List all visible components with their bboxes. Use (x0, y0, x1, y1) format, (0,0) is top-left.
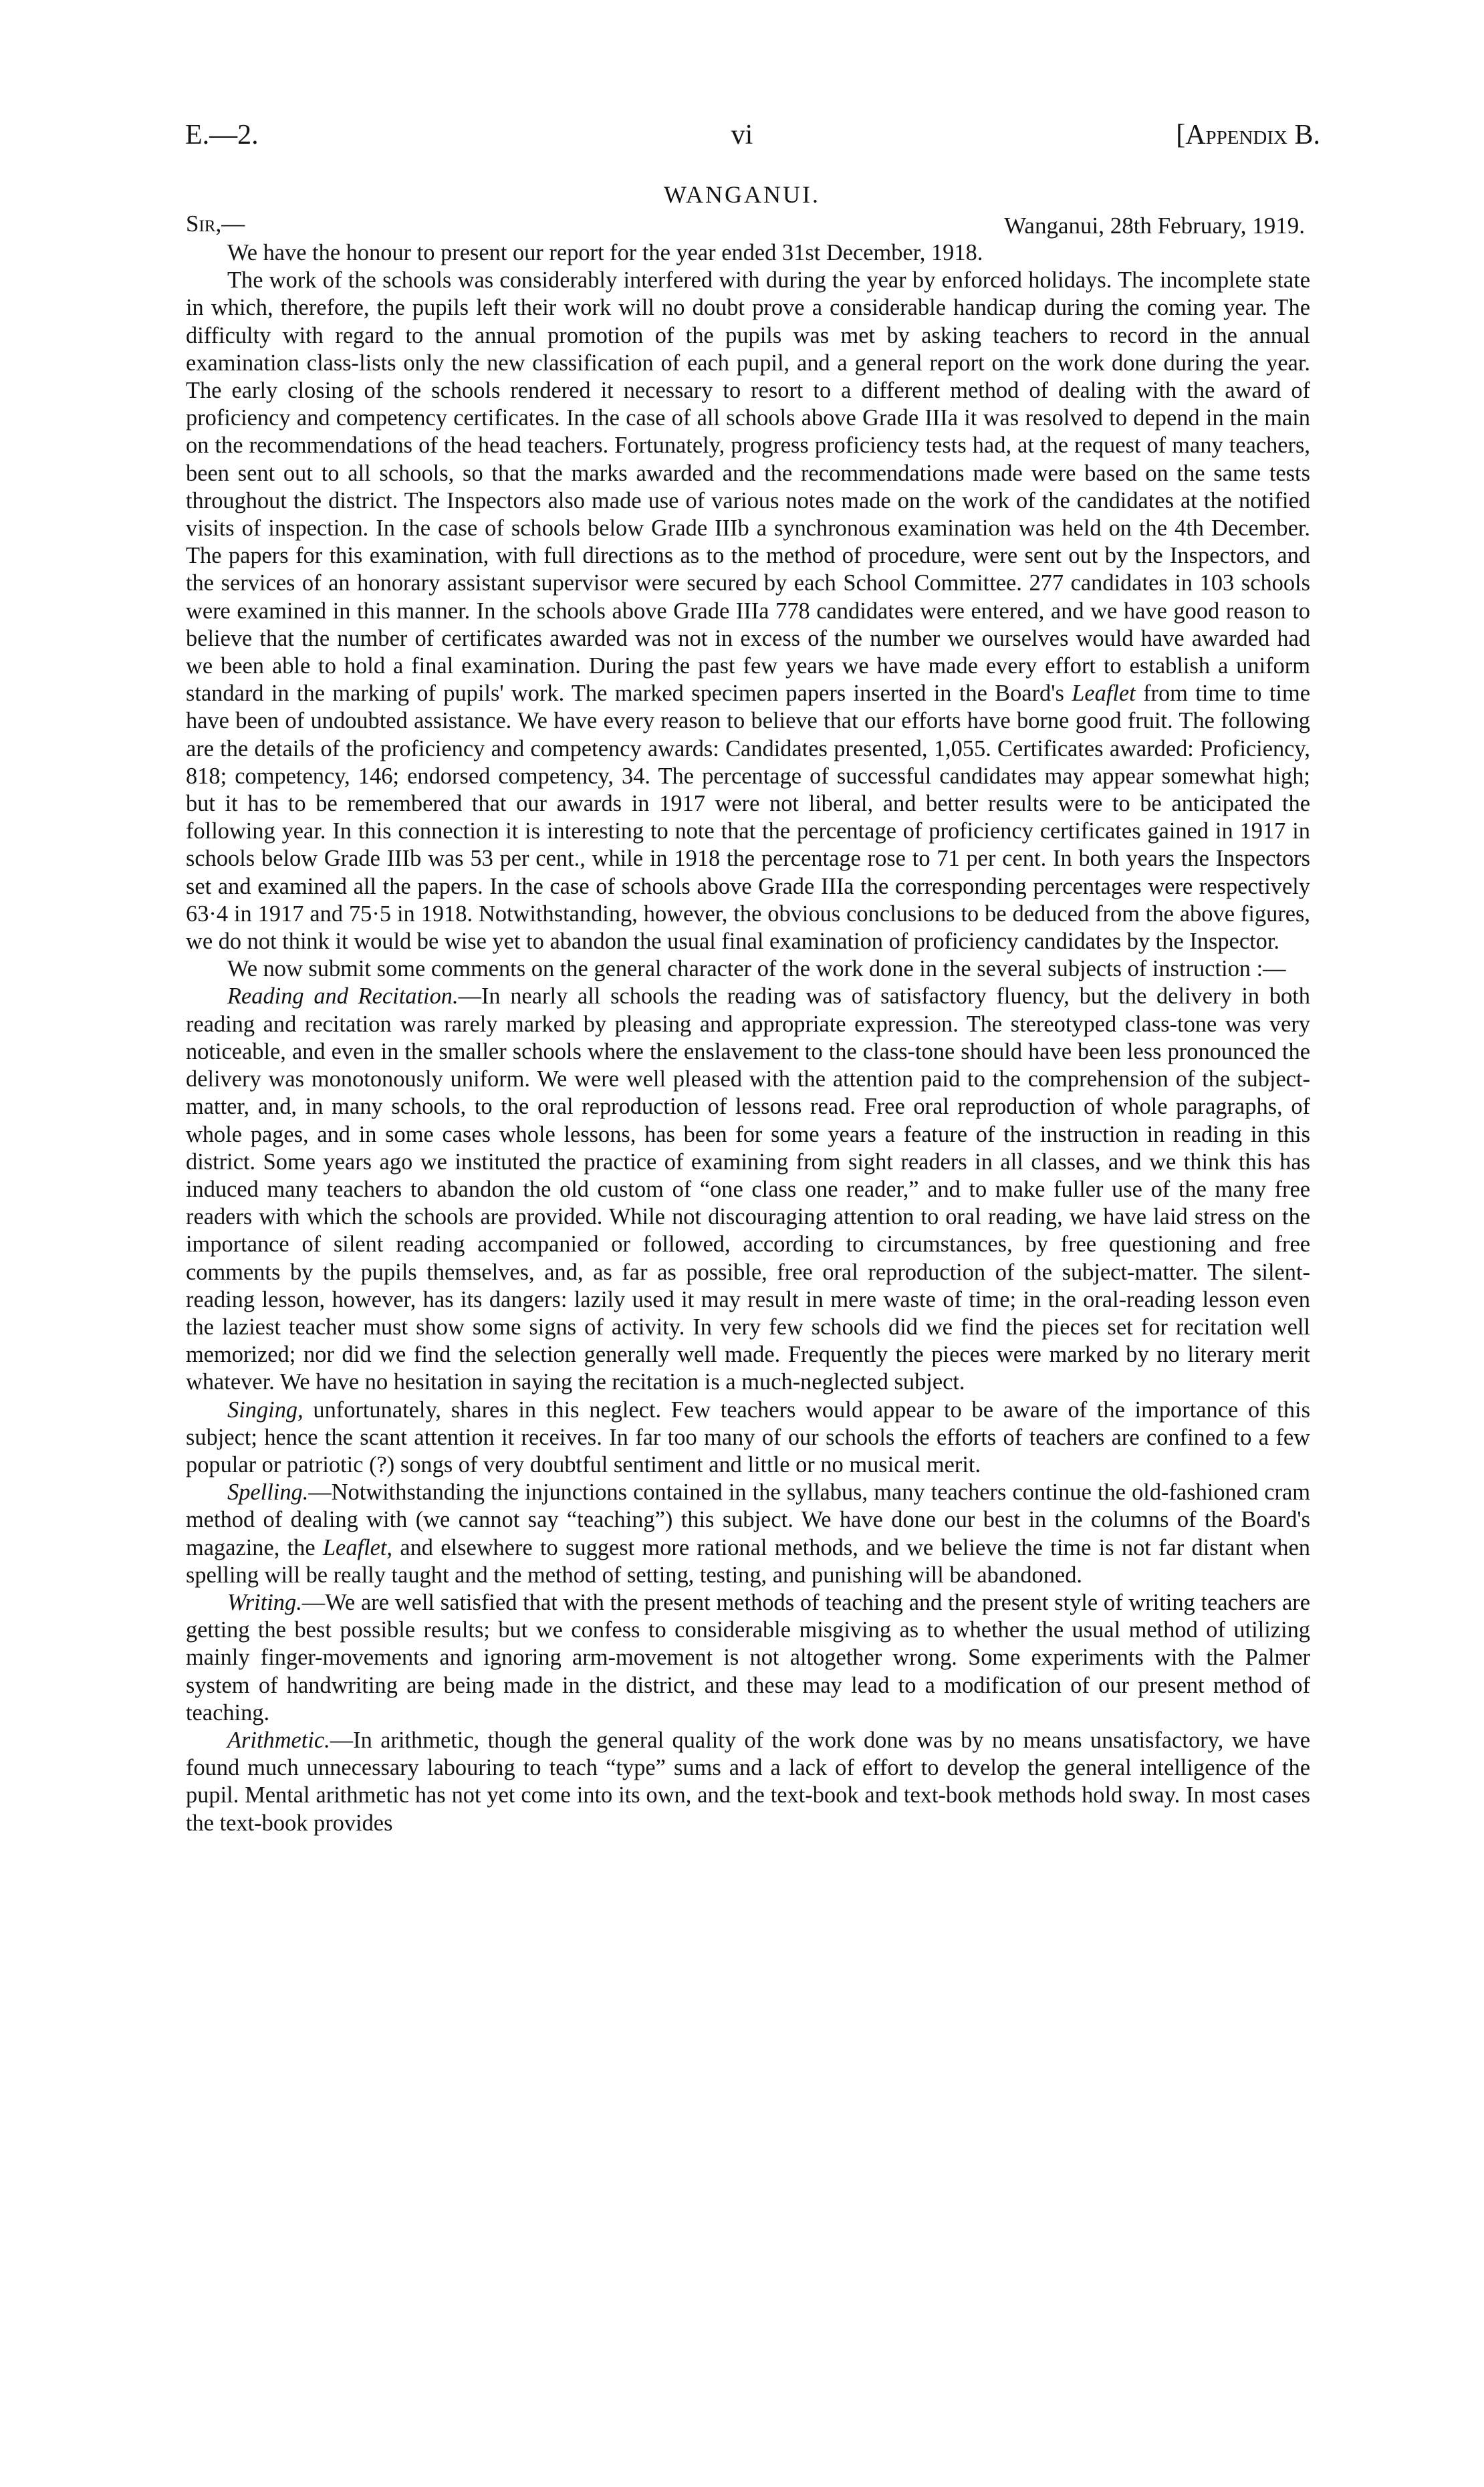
paragraph-text: The work of the schools was considerably interfered with during the year by enforced holidays. The incomplete state in which, therefore, the pupils left their work will no doubt prove a considerable handicap during the coming year. The difficulty with regard to the annual promotion of the pupils was met by asking teachers to record in the annual examination class-lists only the new classification of each pupil, and a general report on the work done during the year. The early closing of the schools rendered it necessary to resort to a different method of dealing with the award of proficiency and competency certificates. In the case of all schools above Grade IIIa it was resolved to depend in the main on the recommendations of the head teachers. Fortunately, progress proficiency tests had, at the request of many teachers, been sent out to all schools, so that the marks awarded and the recommendations made were based on the same tests throughout the district. The Inspectors also made use of various notes made on the work of the candidates at the notified visits of inspection. In the case of schools below Grade IIIb a synchronous examination was held on the 4th December. The papers for this examination, with full directions as to the method of procedure, were sent out by the Inspectors, and the services of an honorary assistant supervisor were secured by each School Committee. 277 candidates in 103 schools were examined in this manner. In the schools above Grade IIIa 778 candidates were entered, and we have good reason to believe that the number of certificates awarded was not in excess of the number we ourselves would have awarded had we been able to hold a final examination. During the past few years we have made every effort to establish a uniform standard in the marking of pupils' work. The marked specimen papers inserted in the Board's (186, 267, 1310, 707)
paragraph-text: We have the honour to present our report for the year ended 31st December, 1918. (227, 240, 983, 265)
header-reference: E.—2. (185, 120, 259, 150)
paragraph-text: —Notwithstanding the injunctions contained in the syllabus, many teachers continue the old-fashioned cram method of dealing with (we cannot say “teaching”) this subject. We have done our best in the columns of the Board's magazine, the (186, 1479, 1310, 1560)
section-title: WANGANUI. (664, 181, 820, 208)
paragraph-text: from time to time have been of undoubted assistance. We have every reason to believe that our efforts have borne good fruit. The following are the details of the proficiency and competency awards: Candidates presented, 1,055. Certificates awarded: Proficiency, 818; competency, 146; endorsed competency, 34. The percentage of successful candidates may appear somewhat high; but it has to be remembered that our awards in 1917 were not liberal, and better results were to be anticipated the following year. In this connection it is interesting to note that the percentage of proficiency certificates gained in 1917 in schools below Grade IIIb was 53 per cent., while in 1918 the percentage rose to 71 per cent. In both years the Inspectors set and examined all the papers. In the case of schools above Grade IIIa the corresponding percentages were respectively 63·4 in 1917 and 75·5 in 1918. Notwithstanding, however, the obvious conclusions to be deduced from the above figures, we do not think it would be wise yet to abandon the usual final examination of proficiency candidates by the Inspector. (186, 681, 1310, 955)
paragraph-text: —We are well satisfied that with the present methods of teaching and the present style of writing teachers are getting the best possible results; but we confess to considerable misgiving as to whether the usual method of utilizing mainly finger-movements and ignoring arm-movement is not altogether wrong. Some experiments with the Palmer system of handwriting are being made in the district, and these may lead to a modification of our present method of teaching. (186, 1589, 1310, 1726)
paragraph-text: unfortunately, shares in this neglect. Few teachers would appear to be aware of the importance of this subject; hence the scant attention it receives. In far too many of our schools the efforts of teachers are confined to a few popular or patriotic (?) songs of very doubtful sentiment and little or no musical merit. (186, 1397, 1310, 1477)
paragraph-intro (186, 239, 1310, 267)
paragraph-text: We now submit some comments on the general character of the work done in the several subjects of instruction :— (227, 956, 1286, 982)
subject-heading: Writing. (227, 1589, 302, 1615)
subject-heading: Arithmetic. (227, 1727, 330, 1753)
paragraph-text: —In nearly all schools the reading was of satisfactory fluency, but the delivery in both reading and recitation was rarely marked by pleasing and appropriate expression. The stereotyped class-tone was very noticeable, and even in the smaller schools where the enslavement to the class-tone should have been less pronounced the delivery was monotonously uniform. We were well pleased with the attention paid to the comprehension of the subject-matter, and, in many schools, to the oral reproduction of lessons read. Free oral reproduction of whole paragraphs, of whole pages, and in some cases whole lessons, has been for some years a feature of the instruction in reading in this district. Some years ago we instituted the practice of examining from sight readers in all classes, and we think this has induced many teachers to abandon the old custom of “one class one reader,” and to make fuller use of the many free readers with which the schools are provided. While not discouraging attention to oral reading, we have laid stress on the importance of silent reading accompanied or followed, according to circumstances, by free questioning and free comments by the pupils themselves, and, as far as possible, free oral reproduction of the subject-matter. The silent-reading lesson, however, has its dangers: lazily used it may result in mere waste of time; in the oral-reading lesson even the laziest teacher must show some signs of activity. In very few schools did we find the pieces set for recitation well memorized; nor did we find the selection generally well made. Frequently the pieces were marked by no literary merit whatever. We have no hesitation in saying the recitation is a much-neglected subject. (186, 983, 1310, 1395)
publication-title: Leaflet, (322, 1534, 393, 1560)
page-number: vi (731, 120, 753, 150)
paragraph-certificates (186, 267, 1310, 955)
paragraph-spelling (186, 1479, 1310, 1589)
report-body (186, 239, 1310, 1837)
publication-title: Leaflet (1072, 681, 1136, 707)
subject-heading: Singing, (227, 1397, 303, 1423)
header-appendix: [Appendix B. (1176, 120, 1320, 150)
salutation: Sir,— (186, 211, 245, 237)
dateline: Wanganui, 28th February, 1919. (1004, 213, 1305, 239)
paragraph-text: and elsewhere to suggest more rational methods, and we believe the time is not far distant when spelling will be really taught and the method of setting, testing, and punishing will be abandoned. (186, 1534, 1310, 1588)
paragraph-text: —In arithmetic, though the general quality of the work done was by no means unsatisfactory, we have found much unnecessary labouring to teach “type” sums and a lack of effort to develop the general intelligence of the pupil. Mental arithmetic has not yet come into its own, and the text-book and text-book methods hold sway. In most cases the text-book provides (186, 1727, 1310, 1836)
paragraph-singing (186, 1397, 1310, 1479)
paragraph-arithmetic (186, 1727, 1310, 1837)
subject-heading: Reading and Recitation. (227, 983, 459, 1010)
paragraph-writing (186, 1589, 1310, 1727)
subject-heading: Spelling. (227, 1479, 309, 1506)
paragraph-reading (186, 983, 1310, 1396)
paragraph-subjects-intro (186, 955, 1310, 983)
